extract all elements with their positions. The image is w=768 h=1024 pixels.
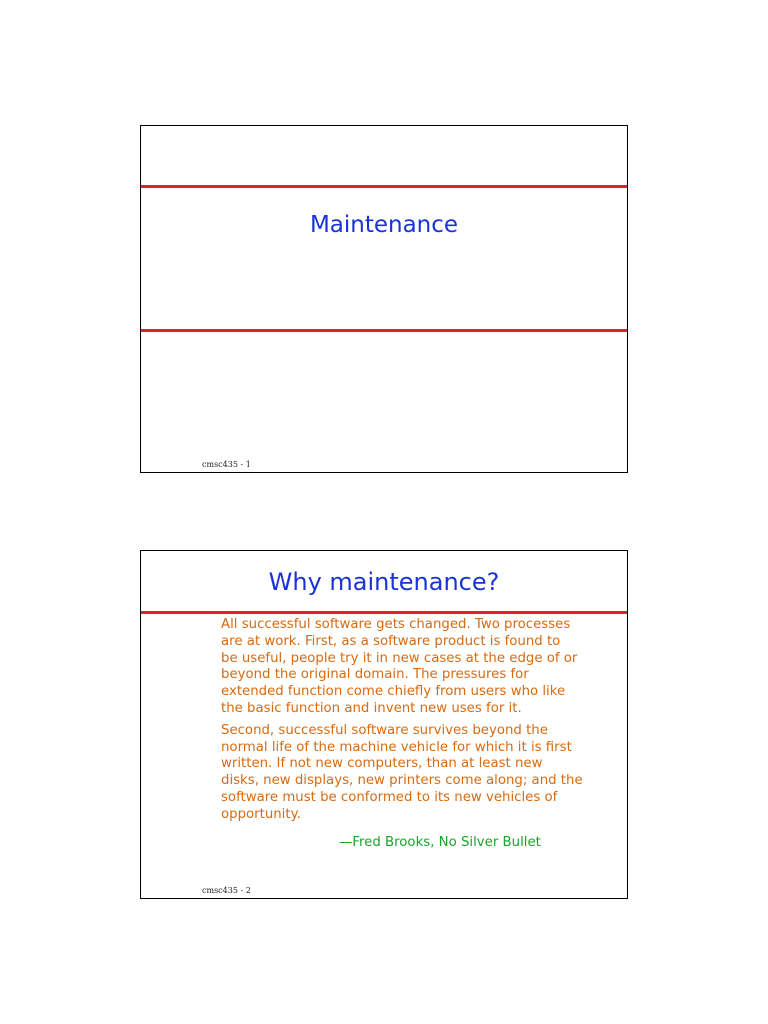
title-rule xyxy=(141,611,627,614)
slide-footer: cmsc435 - 1 xyxy=(202,460,251,469)
quote-paragraph: All successful software gets changed. Two processes are at work. First, as a software product is found to be useful, people try it in new cases at the edge of or beyond the original domain. The pressures for extended function come chiefly from users who like the basic function and invent new uses for it. xyxy=(221,617,578,716)
title-top-rule xyxy=(141,185,627,188)
slide-title: Why maintenance? xyxy=(268,568,500,596)
quote-block xyxy=(221,617,616,829)
slide-footer: cmsc435 - 2 xyxy=(202,886,251,895)
quote-paragraph: Second, successful software survives beyond the normal life of the machine vehicle for which it is first written. If not new computers, than at least new disks, new displays, new printers come along; and the software must be conformed to its new vehicles of opportunity. xyxy=(221,722,583,822)
slide-1 xyxy=(140,125,628,473)
slide-2 xyxy=(140,550,628,899)
slide-title: Maintenance xyxy=(309,212,459,238)
quote-attribution: —Fred Brooks, No Silver Bullet xyxy=(339,835,541,850)
title-bottom-rule xyxy=(141,329,627,332)
